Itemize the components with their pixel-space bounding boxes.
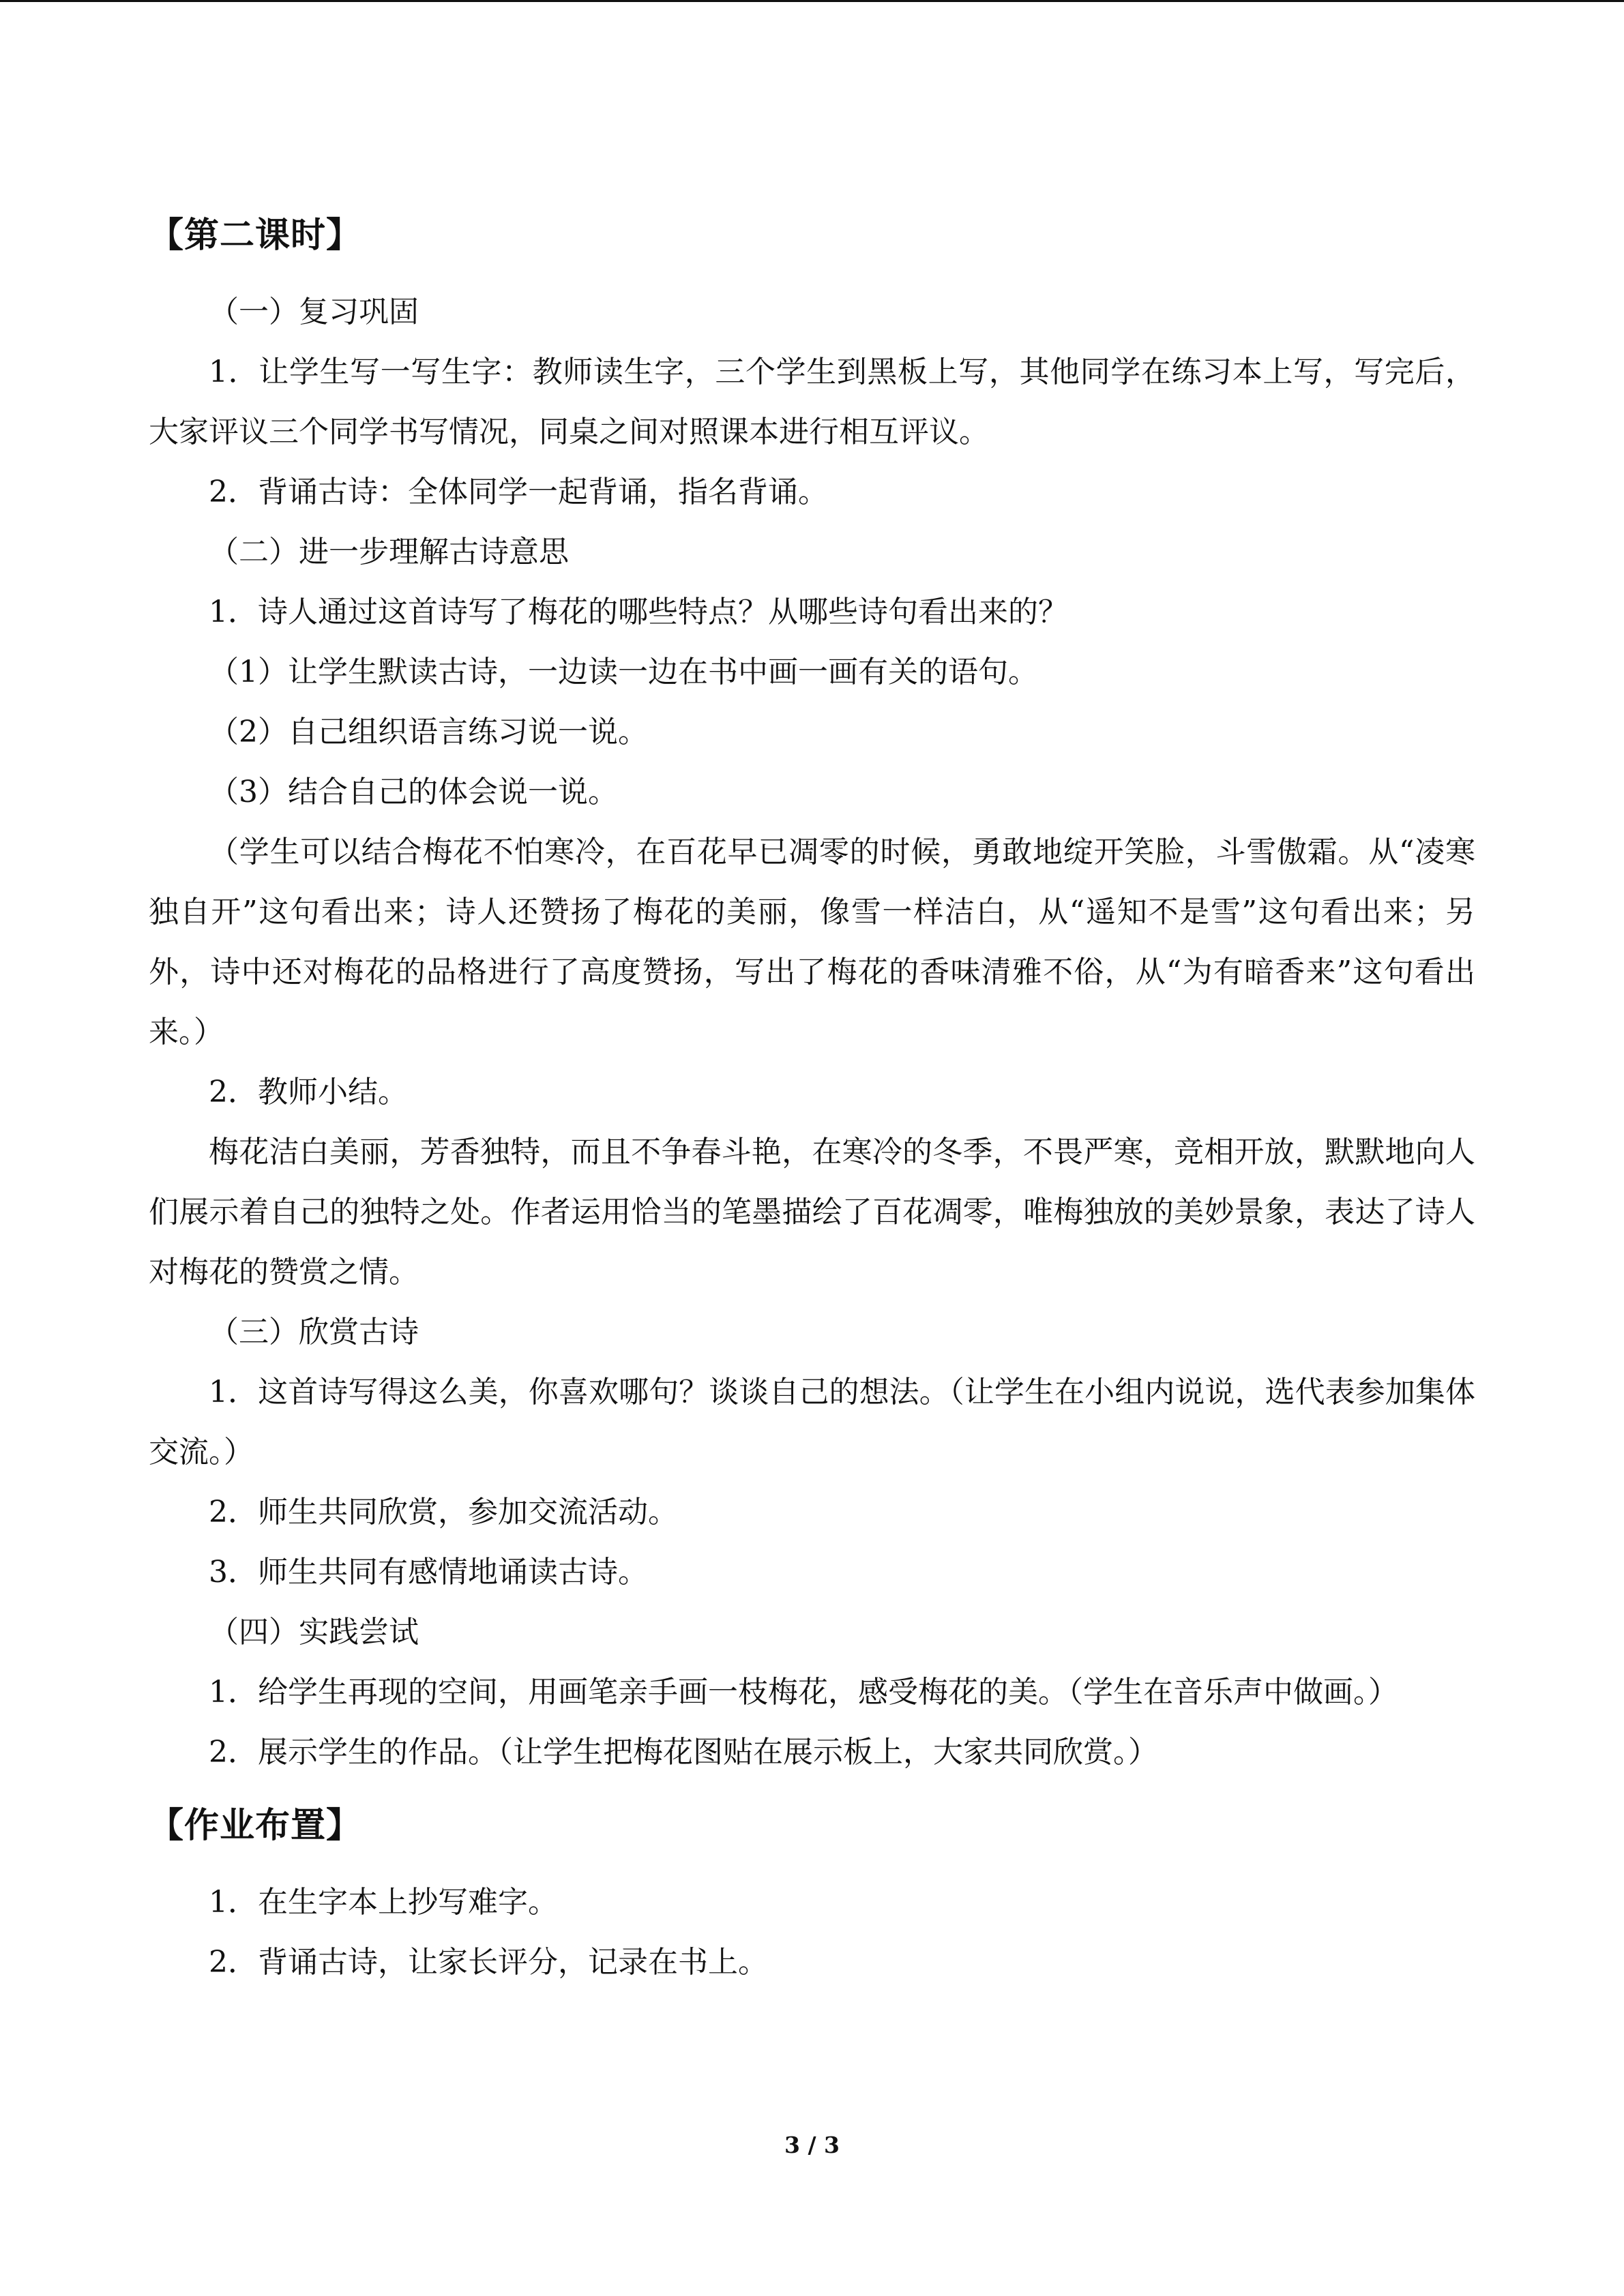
homework-item-2: 2．背诵古诗，让家长评分，记录在书上。 bbox=[209, 1945, 768, 1980]
understanding-student-note: （学生可以结合梅花不怕寒冷，在百花早已凋零的时候，勇敢地绽开笑脸，斗雪傲霜。从“凌寒独自开”这句看出来；诗人还赞扬了梅花的美丽，像雪一样洁白，从“遥知不是雪”这句看出来；另外，诗中还对梅花的品格进行了高度赞扬，写出了梅花的香味清雅不俗，从“为有暗香来”这句看出来。） bbox=[149, 835, 1475, 1049]
understanding-item-1: 1．诗人通过这首诗写了梅花的哪些特点？从哪些诗句看出来的？ bbox=[209, 595, 1068, 629]
review-item-1: 1．让学生写一写生字：教师读生字，三个学生到黑板上写，其他同学在练习本上写，写完后，大家评议三个同学书写情况，同桌之间对照课本进行相互评议。 bbox=[149, 355, 1475, 449]
practice-item-2: 2．展示学生的作品。（让学生把梅花图贴在展示板上，大家共同欣赏。） bbox=[209, 1735, 1158, 1770]
understanding-item-1-sub-1: （1）让学生默读古诗，一边读一边在书中画一画有关的语句。 bbox=[209, 655, 1038, 689]
appreciation-item-3: 3．师生共同有感情地诵读古诗。 bbox=[209, 1555, 648, 1590]
understanding-item-1-sub-3: （3）结合自己的体会说一说。 bbox=[209, 775, 618, 809]
part-title-appreciation: （三）欣赏古诗 bbox=[209, 1315, 419, 1350]
homework-heading: 【作业布置】 bbox=[149, 1806, 362, 1846]
understanding-item-1-sub-2: （2）自己组织语言练习说一说。 bbox=[209, 715, 648, 749]
part-title-review: （一）复习巩固 bbox=[209, 295, 419, 329]
understanding-item-2: 2．教师小结。 bbox=[209, 1075, 408, 1109]
appreciation-item-1: 1．这首诗写得这么美，你喜欢哪句？谈谈自己的想法。（让学生在小组内说说，选代表参加集体交流。） bbox=[149, 1375, 1475, 1470]
part-title-practice: （四）实践尝试 bbox=[209, 1615, 419, 1650]
review-item-2: 2．背诵古诗：全体同学一起背诵，指名背诵。 bbox=[209, 475, 828, 509]
lesson-heading: 【第二课时】 bbox=[149, 215, 362, 256]
appreciation-item-2: 2．师生共同欣赏，参加交流活动。 bbox=[209, 1495, 678, 1530]
document-body bbox=[149, 202, 1475, 1993]
practice-item-1: 1．给学生再现的空间，用画笔亲手画一枝梅花，感受梅花的美。（学生在音乐声中做画。） bbox=[209, 1675, 1398, 1710]
part-title-understanding: （二）进一步理解古诗意思 bbox=[209, 535, 569, 569]
page-number: 3 / 3 bbox=[784, 2132, 840, 2158]
homework-item-1: 1．在生字本上抄写难字。 bbox=[209, 1885, 558, 1920]
teacher-summary: 梅花洁白美丽，芳香独特，而且不争春斗艳，在寒冷的冬季，不畏严寒，竞相开放，默默地向人们展示着自己的独特之处。作者运用恰当的笔墨描绘了百花凋零，唯梅独放的美妙景象，表达了诗人对梅花的赞赏之情。 bbox=[149, 1135, 1475, 1289]
top-border-line bbox=[0, 0, 1624, 2]
